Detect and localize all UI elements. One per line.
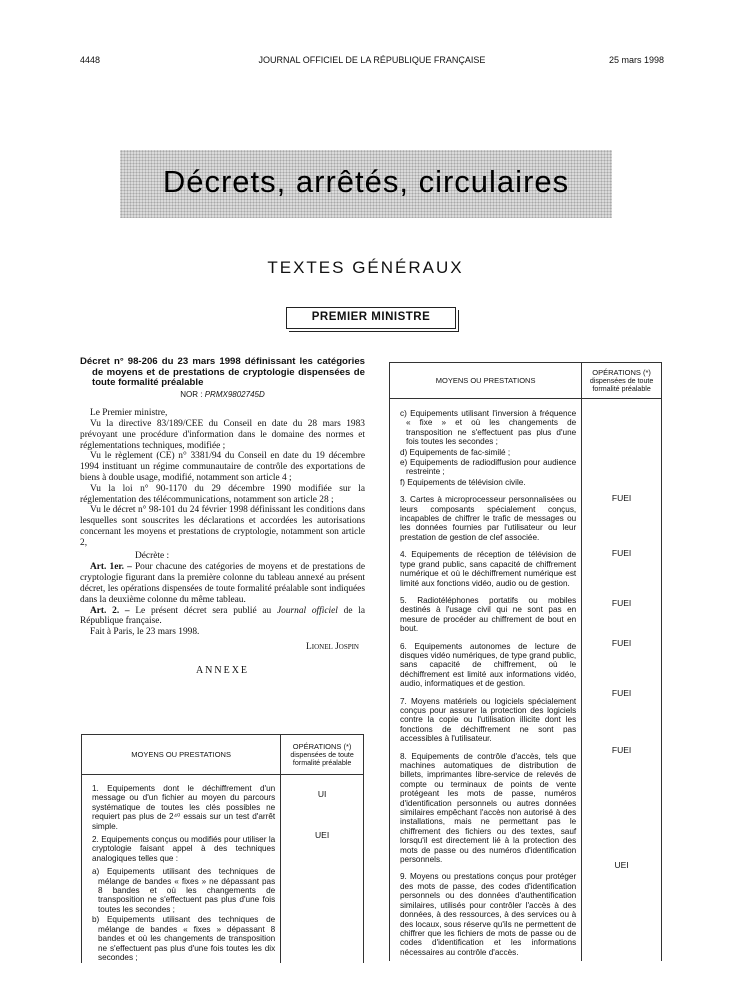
list-item: 9. Moyens ou prestations conçus pour protéger des mots de passe, des codes d'identification personnels ou des données d'authentification similaires, utilisés pour contrôler l'accès à des données, à des ressources, à des services ou à des locaux, sous réserve qu'ils ne permettent de chiffrer que les fichiers de mots de passe ou de codes d'identification et les informations nécessaires au contrôle d'accès. xyxy=(400,872,577,957)
list-item: 8. Equipements de contrôle d'accès, tels que machines automatiques de distribution de billets, imprimantes libre-service de relevés de compte ou terminaux de points de vente protégeant les mots de passe, numéros d'identification personnels ou autres données similaires empêchant l'accès non autorisé à des installations, mais ne permettant pas le chiffrement des fichiers ou des textes, sauf lorsqu'il est directement lié à la protection des mots de passe ou des numéros d'identification personnels. xyxy=(400,751,577,865)
preamble-paragraph: Vu la directive 83/189/CEE du Conseil en date du 28 mars 1983 prévoyant une procédure d'information dans le domaine des normes et réglementations techniques, modifiée ; xyxy=(80,419,365,451)
decrees-line xyxy=(80,551,365,562)
list-subitem: d) Equipements de fac-similé ; xyxy=(400,447,511,457)
list-subitem: e) Equipements de radiodiffusion pour audience restreinte ; xyxy=(400,458,577,477)
list-subitem: a) Equipements utilisant des techniques de mélange de bandes « fixes » ne dépassant pas 8 bandes et où les changements de transposition ne s'effectuent pas plus d'une fois toutes les secondes ; xyxy=(92,867,276,914)
operation-code: FUEI xyxy=(611,638,632,648)
banner-title: Décrets, arrêtés, circulaires xyxy=(162,164,570,199)
annex-table-left xyxy=(81,734,364,963)
operation-code: UEI xyxy=(315,830,330,840)
list-item: 7. Moyens matériels ou logiciels spécialement conçus pour assurer la protection des logiciels contre la copie ou l'utilisation illicite dont les fonctions de déchiffrement ne sont pas accessibles à l'utilisateur. xyxy=(400,696,577,744)
section-banner xyxy=(120,150,612,218)
operation-code: UI xyxy=(317,789,327,799)
list-item: 1. Equipements dont le déchiffrement d'un message ou d'un fichier au moyen du parcours systématique de toutes les clés possibles ne requiert pas plus de 2⁴⁰ essais sur un test d'arrêt simple. xyxy=(92,784,276,831)
operations-cell xyxy=(281,775,364,964)
table-row xyxy=(82,775,364,964)
table-header-row xyxy=(82,735,364,775)
list-item: 4. Equipements de réception de télévision de type grand public, sans capacité de chiffrement numérique et où le déchiffrement numérique est limité aux fonctions vidéo, audio ou de gestion. xyxy=(400,550,577,588)
col-header-operations-sub: dispensées de toute formalité préalable xyxy=(589,377,654,394)
operation-code: UEI xyxy=(614,860,629,870)
section-title: TEXTES GÉNÉRAUX xyxy=(267,258,464,277)
article-1 xyxy=(80,562,365,605)
table-header-row xyxy=(390,363,662,399)
list-item: 2. Equipements conçus ou modifiés pour utiliser la cryptologie faisant appel à des techniques analogiques telles que : xyxy=(92,835,276,863)
journal-title: JOURNAL OFFICIEL DE LA RÉPUBLIQUE FRANÇAISE xyxy=(258,55,486,65)
running-head xyxy=(80,55,664,69)
article-2 xyxy=(80,606,365,628)
signer: Lionel Jospin xyxy=(306,642,359,653)
operation-code: FUEI xyxy=(611,548,632,558)
col-header-operations-main: OPÉRATIONS (*) xyxy=(292,741,352,751)
col-header-operations xyxy=(582,363,662,399)
left-column xyxy=(80,357,365,686)
ministry-label: PREMIER MINISTRE xyxy=(311,311,431,323)
preamble-paragraph: Vu la loi n° 90-1170 du 29 décembre 1990 modifiée sur la réglementation des télécommunications, notamment son article 28 ; xyxy=(80,483,365,505)
col-header-operations-sub: dispensées de toute formalité préalable xyxy=(290,751,354,768)
article-2-text-before: Le présent décret sera publié au xyxy=(135,605,272,616)
col-header-means: MOYENS OU PRESTATIONS xyxy=(390,363,582,399)
list-item: 3. Cartes à microprocesseur personnalisées ou leurs composants spécialement conçus, incapables de chiffrer le trafic de messages ou les données fournies par l'utilisateur ou leur prestation de gestion de clef associée. xyxy=(400,495,577,542)
operation-code: FUEI xyxy=(611,688,632,698)
means-cell xyxy=(390,399,582,962)
nor-code: PRMX9802745D xyxy=(204,389,265,399)
list-item: 6. Equipements autonomes de lecture de disques vidéo numériques, de type grand public, sans capacité de chiffrement, où le déchiffrement est limité aux informations vidéo, audio, informatiques et de gestion. xyxy=(400,641,577,689)
decrees-text: Décrète : xyxy=(135,550,170,561)
operation-code: FUEI xyxy=(611,598,632,608)
operations-cell xyxy=(582,399,662,962)
list-item: 5. Radiotéléphones portatifs ou mobiles destinés à l'usage civil qui ne sont pas en mesure de procéder au chiffrement de bout en bout. xyxy=(400,595,577,634)
col-header-means: MOYENS OU PRESTATIONS xyxy=(82,735,281,775)
list-subitem: b) Equipements utilisant des techniques de mélange de bandes « fixes » dépassant 8 bandes et où les changements de transposition ne s'effectuent pas plus d'une fois toutes les dix secondes ; xyxy=(92,915,276,962)
table-row xyxy=(390,399,662,962)
annex-title: ANNEXE xyxy=(195,664,250,676)
preamble-paragraph: Le Premier ministre, xyxy=(90,408,168,419)
done-at: Fait à Paris, le 23 mars 1998. xyxy=(90,627,200,638)
article-2-text-after: de la République française. xyxy=(80,605,365,627)
preamble-paragraph: Vu le règlement (CE) n° 3381/94 du Conseil en date du 19 décembre 1994 instituant un régime communautaire de contrôle des exportations de biens à double usage, modifié, notamment son article 4 ; xyxy=(80,451,365,484)
page-number: 4448 xyxy=(80,55,101,65)
list-subitem: c) Equipements utilisant l'inversion à fréquence « fixe » et où les changements de transposition ne s'effectuent pas plus d'une fois toutes les secondes ; xyxy=(400,409,577,447)
col-header-operations-main: OPÉRATIONS (*) xyxy=(592,367,651,377)
operation-code: FUEI xyxy=(611,493,632,503)
nor-line xyxy=(80,390,365,401)
article-2-label: Art. 2. – xyxy=(90,605,130,616)
list-subitem: f) Equipements de télévision civile. xyxy=(400,477,526,487)
decree-title: Décret n° 98-206 du 23 mars 1998 définissant les catégories de moyens et de prestations de cryptologie dispensées de toute formalité préalable xyxy=(80,356,365,388)
article-2-journal: Journal officiel xyxy=(276,605,338,616)
col-header-operations xyxy=(281,735,364,775)
ministry-box xyxy=(286,307,456,329)
article-1-label: Art. 1er. – xyxy=(90,562,132,573)
issue-date: 25 mars 1998 xyxy=(608,55,664,65)
article-1-text: Pour chacune des catégories de moyens et de prestations de cryptologie figurant dans la première colonne du tableau annexé au présent décret, les opérations dispensées de toute formalité préalable sont indiquées dans la deuxième colonne du même tableau. xyxy=(80,562,365,605)
annex-table-right xyxy=(389,362,662,961)
means-cell xyxy=(82,775,281,964)
nor-label: NOR : xyxy=(180,389,203,399)
operation-code: FUEI xyxy=(611,745,632,755)
preamble-paragraph: Vu le décret n° 98-101 du 24 février 1998 définissant les conditions dans lesquelles sont souscrites les déclarations et accordées les autorisations concernant les moyens et prestations de cryptologie, notamment son article 2, xyxy=(80,505,365,548)
